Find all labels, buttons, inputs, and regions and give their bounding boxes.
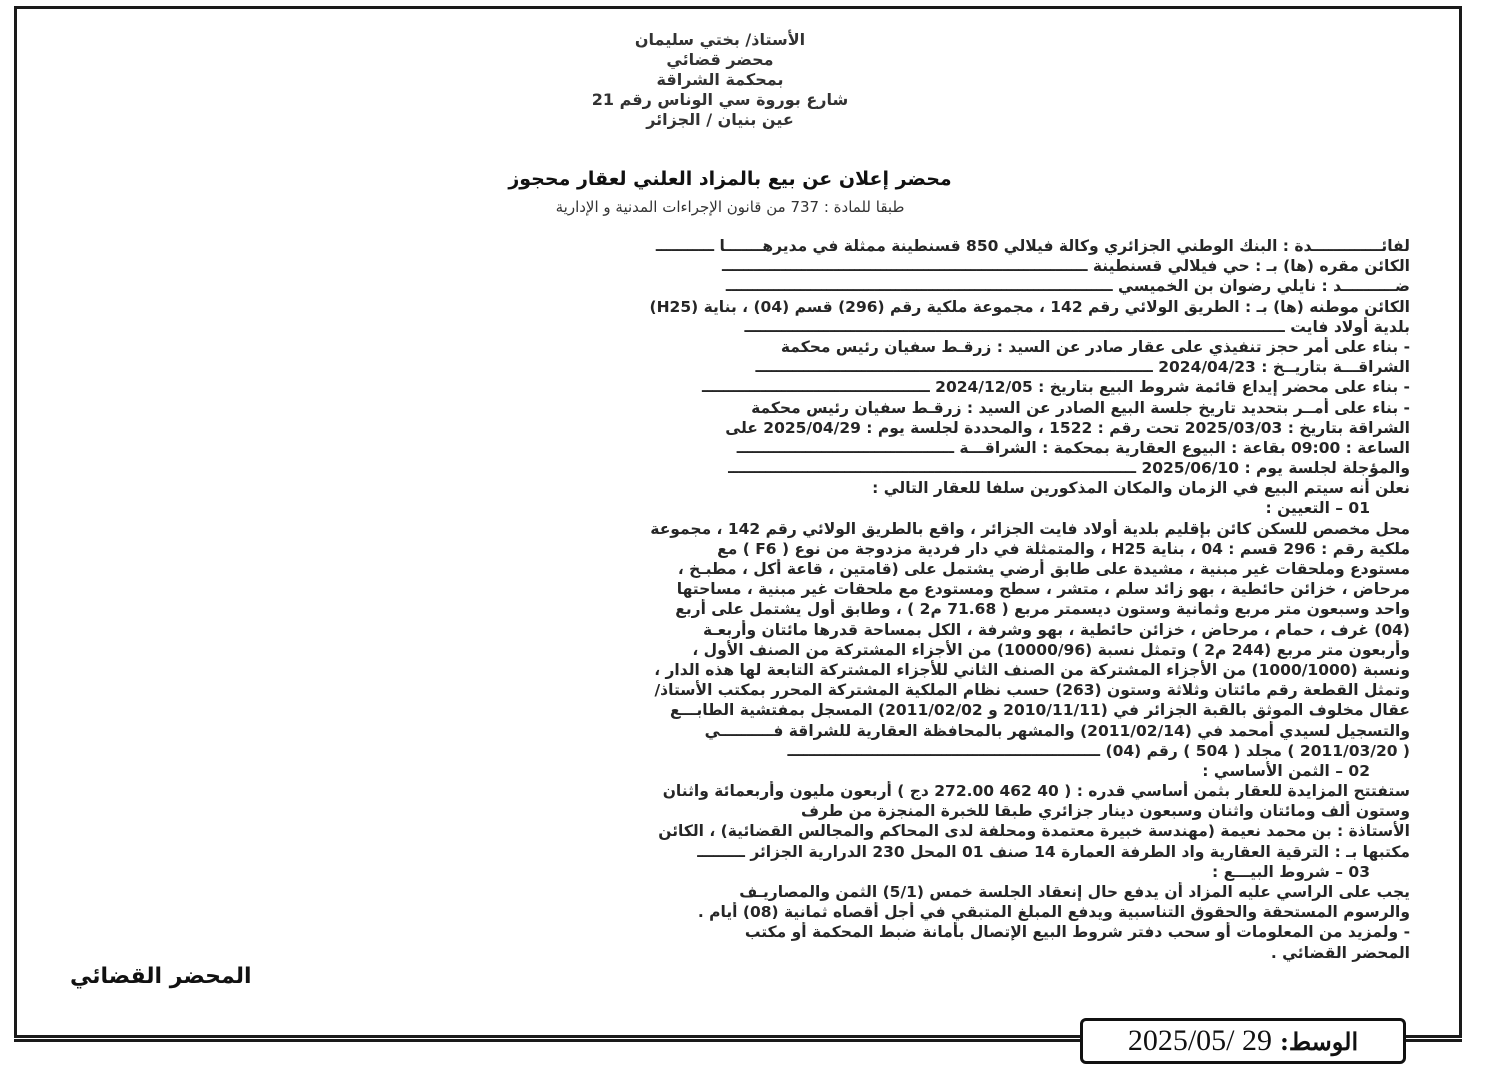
body-line: نعلن أنه سيتم البيع في الزمان والمكان المذكورين سلفا للعقار التالي : — [872, 479, 1410, 498]
newspaper-date-stamp — [1080, 1018, 1406, 1064]
body-line: الشراقة بتاريخ : 2025/03/03 تحت رقم : 1522 ، والمحددة لجلسة يوم : 2025/04/29 على — [725, 418, 1410, 437]
body-line: الأستاذة : بن محمد نعيمة (مهندسة خبيرة معتمدة ومحلفة لدى المحاكم والمجالس القضائية) ، الكائن — [658, 822, 1410, 841]
notice-body — [50, 236, 1410, 963]
body-line: محل مخصص للسكن كائن بإقليم بلدية أولاد فايت الجزائر ، واقع بالطريق الولائي رقم 142 ، مجموعة — [650, 519, 1410, 538]
notice-title: محضر إعلان عن بيع بالمزاد العلني لعقار محجوز — [508, 168, 952, 190]
body-line: الكائن مقره (ها) بـ : حي فيلالي قسنطينة ـــــــــــــــــــــــــــــــــــــــــــــــــــــــــــــــــــــ — [721, 257, 1410, 276]
section-heading-price: 02 – الثمن الأساسي : — [1202, 761, 1370, 780]
body-line: بلدية أولاد فايت ــــــــــــــــــــــــــــــــــــــــــــــــــــــــــــــــــــــــــــــــــــــــــــــــــــــ — [744, 317, 1410, 336]
footer-rule-left — [14, 1039, 1080, 1042]
body-line: ضــــــــــد : نايلي رضوان بن الخميسي ـــــــــــــــــــــــــــــــــــــــــــــــــــــــــــــــــــــــــ — [725, 277, 1410, 296]
body-line: يجب على الراسي عليه المزاد أن يدفع حال إنعقاد الجلسة خمس (5/1) الثمن والمصاريـف — [739, 883, 1410, 901]
body-line: واحد وسبعون متر مربع وثمانية وستون ديسمتر مربع ( 71.68 م2 ) ، وطابق أول يشتمل على أربع — [675, 600, 1410, 619]
body-line: الساعة : 09:00 بقاعة : البيوع العقارية بمحكمة : الشراقـــة ـــــــــــــــــــــــــــــــــــــــــ — [736, 438, 1410, 457]
body-line: ستفتتح المزايدة للعقار بثمن أساسي قدره : ( 40 462 272.00 دج ) أربعون مليون وأربعمائة واثنان — [662, 782, 1410, 801]
notice-subtitle: طبقا للمادة : 737 من قانون الإجراءات المدنية و الإدارية — [555, 198, 905, 216]
body-line: - بناء على أمر حجز تنفيذي على عقار صادر عن السيد : زرقـط سفيان رئيس محكمة — [780, 337, 1410, 356]
legal-notice — [50, 30, 1410, 990]
header-line: الأستاذ/ بختي سليمان — [634, 30, 806, 49]
body-line: مستودع وملحقات غير مبنية ، مشيدة على طابق أرضي يشتمل على (قامتين ، قاعة أكل ، مطبـخ ، — [677, 560, 1410, 578]
body-line: ملكية رقم : 296 قسم : 04 ، بناية H25 ، والمتمثلة في دار فردية مزدوجة من نوع ( F6 ) مع — [717, 539, 1410, 558]
publication-date: 2025/05/ 29 — [1127, 1024, 1273, 1057]
header-line: شارع بوروة سي الوناس رقم 21 — [591, 90, 849, 109]
body-line: وأربعون متر مربع (244 م2 ) وتمثل نسبة (10000/96) من الأجزاء المشتركة من الصنف الأول ، — [692, 640, 1410, 659]
header-line: محضر قضائي — [666, 50, 774, 69]
body-line: مكتبها بـ : الترقية العقارية واد الطرفة العمارة 14 صنف 01 المحل 230 الدرارية الجزائر ـــــــــ — [697, 842, 1410, 861]
body-line: وستون ألف ومائتان واثنان وسبعون دينار جزائري طبقا للخبرة المنجزة من طرف — [801, 802, 1410, 821]
body-line: والمؤجلة لجلسة يوم : 2025/06/10 ـــــــــــــــــــــــــــــــــــــــــــــــــــــــــــــــــــــــــــــ — [728, 459, 1410, 478]
body-line: ( 2011/03/20 ) مجلد ( 504 ) رقم (04) ـــــــــــــــــــــــــــــــــــــــــــــــــــــــــــ — [787, 741, 1410, 760]
body-line: - بناء على أمــر بتحديد تاريخ جلسة البيع الصادر عن السيد : زرقـط سفيان رئيس محكمة — [751, 398, 1410, 417]
body-line: لفائـــــــــــــدة : البنك الوطني الجزائري وكالة فيلالي 850 قسنطينة ممثلة في مديرهـــــــا ـــــــــــ — [655, 237, 1410, 255]
body-line: وتمثل القطعة رقم مائتان وثلاثة وستون (263) حسب نظام الملكية المشتركة المحرر بمكتب الأستاذ/ — [654, 681, 1410, 700]
footer-rule-right — [1406, 1039, 1462, 1042]
body-line: - بناء على محضر إيداع قائمة شروط البيع بتاريخ : 2024/12/05 ـــــــــــــــــــــــــــــــــــــــــــ — [701, 378, 1410, 397]
body-line: والرسوم المستحقة والحقوق التناسبية ويدفع المبلغ المتبقي في أجل أقصاه ثمانية (08) أيام . — [697, 903, 1410, 922]
body-line: والتسجيل لسيدي أمحمد في (2011/02/14) والمشهر بالمحافظة العقارية للشراقة فــــــــــي — [704, 721, 1410, 740]
body-line: الشراقـــة بتاريــخ : 2024/04/23 ـــــــــــــــــــــــــــــــــــــــــــــــــــــــــــــــــــــــــــ — [755, 358, 1410, 377]
header-line: عين بنيان / الجزائر — [646, 110, 794, 129]
body-line: مرحاض ، خزائن حائطية ، بهو زائد سلم ، متشر ، سطح ومستودع مع ملحقات غير مبنية ، مساحتها — [676, 580, 1410, 599]
signature: المحضر القضائي — [70, 964, 252, 989]
bailiff-header — [510, 30, 930, 130]
section-heading-designation: 01 – التعيين : — [1265, 499, 1370, 518]
body-line: المحضر القضائي . — [1270, 943, 1410, 962]
body-line: (04) غرف ، حمام ، مرحاض ، خزائن حائطية ، بهو وشرفة ، الكل بمساحة قدرها مائتان وأربعـة — [702, 620, 1410, 639]
newspaper-name: الوسط: — [1280, 1026, 1359, 1056]
body-line: - ولمزيد من المعلومات أو سحب دفتر شروط البيع الإتصال بأمانة ضبط المحكمة أو مكتب — [744, 923, 1410, 942]
header-line: بمحكمة الشراقة — [656, 70, 784, 89]
section-heading-conditions: 03 – شروط البيـــع : — [1212, 862, 1370, 881]
body-line: عقال مخلوف الموثق بالقبة الجزائر في (2010/11/11 و 2011/02/02) المسجل بمفتشية الطابـــع — [669, 701, 1410, 720]
body-line: الكائن موطنه (ها) بـ : الطريق الولائي رقم 142 ، مجموعة ملكية رقم (296) قسم (04) ، بناية (H25) — [649, 297, 1410, 316]
body-line: ونسبة (1000/1000) من الأجزاء المشتركة من الصنف الثاني للأجزاء المشتركة التابعة لها هذه الدار ، — [654, 660, 1410, 679]
